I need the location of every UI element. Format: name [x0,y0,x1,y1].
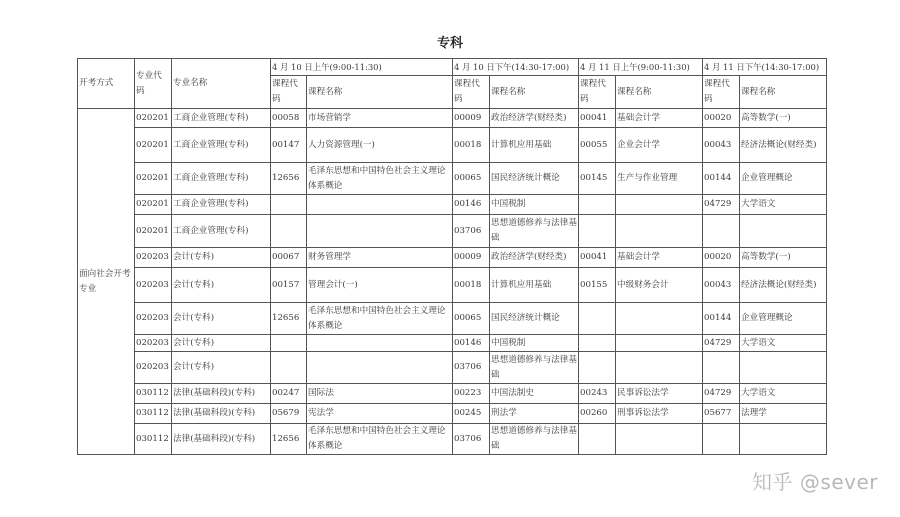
course-code-cell: 00041 [579,109,616,128]
course-code-cell: 03706 [453,424,490,455]
major-name-cell: 会计(专科) [172,268,271,303]
course-name-cell [307,215,453,248]
major-name-cell: 工商企业管理(专科) [172,215,271,248]
course-code-cell: 00223 [453,384,490,404]
major-code-cell: 030112 [135,384,172,404]
major-code-cell: 020201 [135,163,172,195]
course-code-cell: 00065 [453,303,490,335]
course-name-cell: 经济法概论(财经类) [740,128,827,163]
table-row [78,128,827,163]
header-major-code: 专业代码 [135,59,172,109]
course-code-cell: 00041 [579,248,616,268]
course-name-cell [616,335,703,352]
course-code-cell: 00009 [453,109,490,128]
header-session-1: 4 月 10 日上午(9:00-11:30) [271,59,453,76]
course-code-cell: 00067 [271,248,307,268]
course-name-cell [740,424,827,455]
major-name-cell: 工商企业管理(专科) [172,195,271,215]
course-name-cell: 政治经济学(财经类) [490,248,579,268]
table-row [78,335,827,352]
table-row [78,215,827,248]
course-name-cell: 毛泽东思想和中国特色社会主义理论体系概论 [307,303,453,335]
course-code-cell: 00247 [271,384,307,404]
major-name-cell: 工商企业管理(专科) [172,163,271,195]
table-row [78,195,827,215]
course-name-cell: 中国法制史 [490,384,579,404]
exam-method-cell: 面向社会开考专业 [78,109,135,455]
course-name-cell: 刑事诉讼法学 [616,404,703,424]
header-course-code: 课程代码 [453,76,490,109]
course-name-cell: 企业管理概论 [740,303,827,335]
course-code-cell: 00020 [703,248,740,268]
course-name-cell [307,195,453,215]
course-name-cell [616,215,703,248]
major-code-cell: 020201 [135,128,172,163]
table-row [78,109,827,128]
course-code-cell [703,352,740,384]
course-name-cell: 毛泽东思想和中国特色社会主义理论体系概论 [307,424,453,455]
course-name-cell: 人力资源管理(一) [307,128,453,163]
major-code-cell: 020201 [135,195,172,215]
header-course-code: 课程代码 [703,76,740,109]
course-name-cell: 宪法学 [307,404,453,424]
major-code-cell: 020203 [135,352,172,384]
course-code-cell: 00065 [453,163,490,195]
course-code-cell: 12656 [271,303,307,335]
major-code-cell: 020201 [135,215,172,248]
major-name-cell: 工商企业管理(专科) [172,128,271,163]
header-course-name: 课程名称 [616,76,703,109]
course-code-cell [579,424,616,455]
course-code-cell: 00043 [703,128,740,163]
course-name-cell: 经济法概论(财经类) [740,268,827,303]
course-name-cell: 法理学 [740,404,827,424]
watermark: 知乎 @sever [752,470,878,494]
course-name-cell: 高等数学(一) [740,248,827,268]
page-title: 专科 [436,36,463,51]
course-code-cell: 04729 [703,335,740,352]
major-code-cell: 030112 [135,404,172,424]
course-code-cell: 00020 [703,109,740,128]
course-name-cell [740,352,827,384]
course-code-cell: 00245 [453,404,490,424]
course-name-cell: 市场营销学 [307,109,453,128]
course-code-cell [579,335,616,352]
course-name-cell [307,352,453,384]
course-name-cell: 企业管理概论 [740,163,827,195]
header-course-name: 课程名称 [307,76,453,109]
course-code-cell: 12656 [271,424,307,455]
course-name-cell: 思想道德修养与法律基础 [490,352,579,384]
header-session-3: 4 月 11 日上午(9:00-11:30) [579,59,703,76]
course-name-cell: 计算机应用基础 [490,268,579,303]
course-code-cell: 05679 [271,404,307,424]
course-code-cell [271,335,307,352]
course-code-cell: 00155 [579,268,616,303]
table-row [78,352,827,384]
course-name-cell: 民事诉讼法学 [616,384,703,404]
header-course-name: 课程名称 [740,76,827,109]
major-code-cell: 020203 [135,303,172,335]
course-name-cell: 政治经济学(财经类) [490,109,579,128]
course-code-cell [271,215,307,248]
major-code-cell: 020203 [135,335,172,352]
course-name-cell: 思想道德修养与法律基础 [490,215,579,248]
course-name-cell: 生产与作业管理 [616,163,703,195]
course-code-cell: 00146 [453,195,490,215]
course-name-cell: 财务管理学 [307,248,453,268]
header-course-name: 课程名称 [490,76,579,109]
course-name-cell: 中国税制 [490,335,579,352]
header-session-4: 4 月 11 日下午(14:30-17:00) [703,59,827,76]
course-code-cell: 00157 [271,268,307,303]
course-name-cell: 国民经济统计概论 [490,163,579,195]
course-name-cell [616,195,703,215]
table-row [78,424,827,455]
course-code-cell: 00145 [579,163,616,195]
major-name-cell: 会计(专科) [172,335,271,352]
table-row [78,404,827,424]
course-code-cell: 03706 [453,352,490,384]
course-name-cell: 思想道德修养与法律基础 [490,424,579,455]
course-name-cell [740,215,827,248]
course-code-cell: 00018 [453,128,490,163]
major-name-cell: 工商企业管理(专科) [172,109,271,128]
course-name-cell: 企业会计学 [616,128,703,163]
course-code-cell: 00147 [271,128,307,163]
course-code-cell: 04729 [703,195,740,215]
header-session-2: 4 月 10 日下午(14:30-17:00) [453,59,579,76]
course-code-cell [703,215,740,248]
course-name-cell: 大学语文 [740,195,827,215]
course-code-cell [579,215,616,248]
header-course-code: 课程代码 [579,76,616,109]
course-code-cell: 00144 [703,163,740,195]
course-code-cell: 00058 [271,109,307,128]
major-code-cell: 020203 [135,248,172,268]
major-code-cell: 020203 [135,268,172,303]
course-code-cell: 00146 [453,335,490,352]
course-name-cell: 刑法学 [490,404,579,424]
table-row [78,384,827,404]
course-code-cell: 04729 [703,384,740,404]
course-name-cell: 中国税制 [490,195,579,215]
course-name-cell: 中级财务会计 [616,268,703,303]
major-name-cell: 会计(专科) [172,303,271,335]
course-code-cell: 00055 [579,128,616,163]
course-name-cell: 毛泽东思想和中国特色社会主义理论体系概论 [307,163,453,195]
course-name-cell: 基础会计学 [616,109,703,128]
course-code-cell [703,424,740,455]
major-name-cell: 法律(基础科段)(专科) [172,384,271,404]
course-name-cell: 国际法 [307,384,453,404]
major-name-cell: 会计(专科) [172,352,271,384]
major-name-cell: 法律(基础科段)(专科) [172,404,271,424]
course-code-cell: 00018 [453,268,490,303]
course-code-cell: 05677 [703,404,740,424]
major-code-cell: 030112 [135,424,172,455]
course-code-cell: 00144 [703,303,740,335]
course-name-cell: 高等数学(一) [740,109,827,128]
major-name-cell: 会计(专科) [172,248,271,268]
course-code-cell: 00009 [453,248,490,268]
course-name-cell: 国民经济统计概论 [490,303,579,335]
course-name-cell [307,335,453,352]
major-name-cell: 法律(基础科段)(专科) [172,424,271,455]
course-code-cell [579,352,616,384]
course-name-cell: 管理会计(一) [307,268,453,303]
course-code-cell [271,195,307,215]
exam-schedule-table [77,58,827,455]
course-name-cell: 大学语文 [740,335,827,352]
header-row-dates [78,59,827,76]
table-row [78,248,827,268]
major-code-cell: 020201 [135,109,172,128]
course-code-cell [579,303,616,335]
course-name-cell: 基础会计学 [616,248,703,268]
course-name-cell [616,352,703,384]
course-name-cell [616,303,703,335]
course-name-cell: 计算机应用基础 [490,128,579,163]
course-code-cell: 03706 [453,215,490,248]
course-name-cell [616,424,703,455]
course-name-cell: 大学语文 [740,384,827,404]
table-row [78,303,827,335]
course-code-cell: 00243 [579,384,616,404]
header-exam-method: 开考方式 [78,59,135,109]
table-row [78,163,827,195]
course-code-cell [271,352,307,384]
course-code-cell: 00043 [703,268,740,303]
table-row [78,268,827,303]
course-code-cell: 12656 [271,163,307,195]
header-major-name: 专业名称 [172,59,271,109]
header-course-code: 课程代码 [271,76,307,109]
course-code-cell [579,195,616,215]
course-code-cell: 00260 [579,404,616,424]
